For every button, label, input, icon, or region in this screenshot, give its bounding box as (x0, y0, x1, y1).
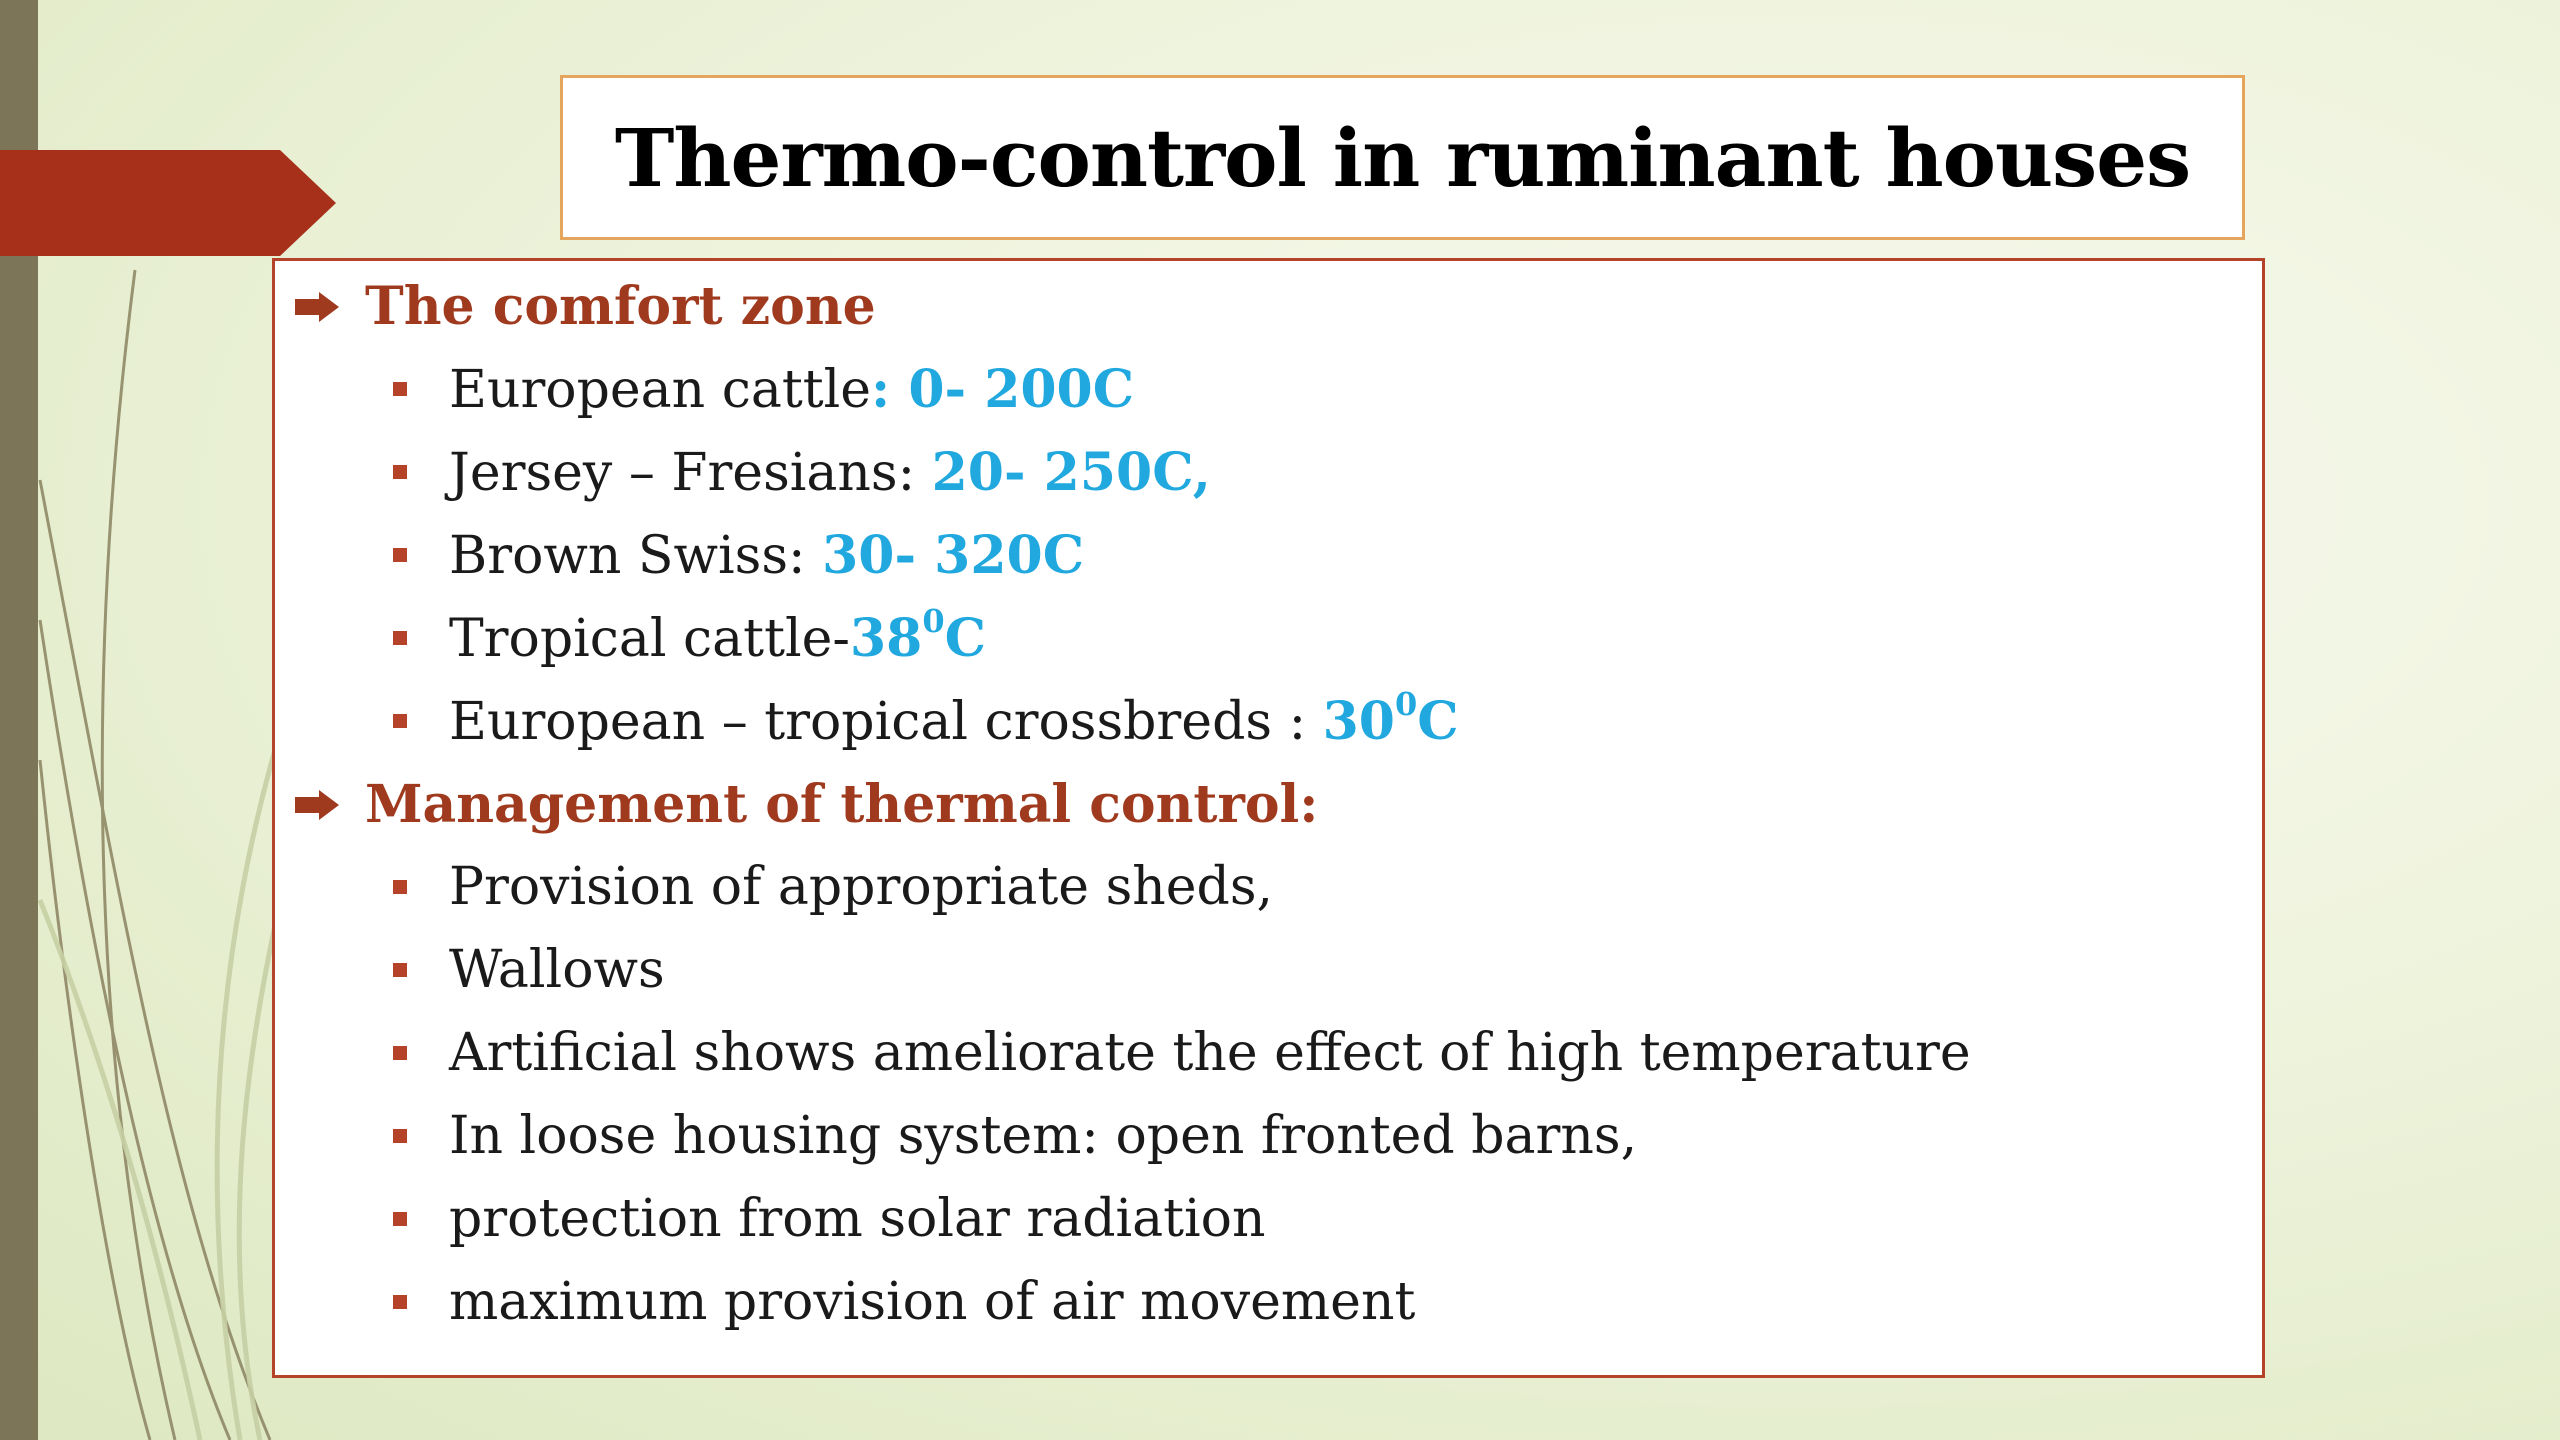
arrow-bullet-icon (295, 265, 339, 348)
list-item (275, 431, 2262, 514)
square-bullet-icon (393, 382, 407, 396)
item-text: maximum provision of air movement (449, 1272, 1416, 1332)
item-highlight: 20- 250C, (931, 442, 1211, 503)
square-bullet-icon (393, 1295, 407, 1309)
list-item (275, 680, 2262, 763)
list-item (275, 1012, 2262, 1095)
highlight-value: 38 (849, 608, 923, 669)
list-item (275, 1095, 2262, 1178)
list-item (275, 514, 2262, 597)
section-heading-management (275, 763, 2262, 846)
highlight-value: 30 (1322, 691, 1395, 752)
item-text: In loose housing system: open fronted barns, (449, 1106, 1638, 1166)
square-bullet-icon (393, 1212, 407, 1226)
accent-arrow-shape (0, 150, 336, 256)
square-bullet-icon (393, 1129, 407, 1143)
highlight-suffix: C (1417, 691, 1459, 752)
item-highlight: 30- 320C (822, 525, 1085, 586)
highlight-suffix: C (944, 608, 986, 669)
list-item (275, 597, 2262, 680)
item-text: Tropical cattle- (449, 609, 850, 669)
square-bullet-icon (393, 548, 407, 562)
square-bullet-icon (393, 465, 407, 479)
square-bullet-icon (393, 631, 407, 645)
superscript: 0 (1395, 685, 1418, 723)
arrow-bullet-icon (295, 763, 339, 846)
list-item (275, 348, 2262, 431)
item-text: Provision of appropriate sheds, (449, 857, 1274, 917)
slide-title: Thermo-control in ruminant houses (614, 110, 2191, 205)
content-box (272, 258, 2265, 1378)
section-heading-text: Management of thermal control: (365, 774, 1319, 835)
square-bullet-icon (393, 1046, 407, 1060)
list-item (275, 846, 2262, 929)
square-bullet-icon (393, 963, 407, 977)
item-highlight (849, 602, 986, 669)
square-bullet-icon (393, 714, 407, 728)
section-heading-comfort-zone (275, 265, 2262, 348)
item-text: protection from solar radiation (449, 1189, 1266, 1249)
item-text: European cattle (449, 360, 872, 420)
list-item (275, 929, 2262, 1012)
title-box (560, 75, 2245, 240)
item-text: Artificial shows ameliorate the effect of high temperature (449, 1023, 1971, 1083)
section-heading-text: The comfort zone (365, 276, 876, 337)
item-text: Brown Swiss: (449, 526, 823, 586)
item-text: Jersey – Fresians: (449, 443, 932, 503)
item-highlight (1322, 685, 1459, 752)
list-item (275, 1261, 2262, 1344)
square-bullet-icon (393, 880, 407, 894)
item-highlight: : 0- 200C (871, 359, 1135, 420)
item-text: European – tropical crossbreds : (449, 692, 1323, 752)
superscript: 0 (922, 602, 945, 640)
list-item (275, 1178, 2262, 1261)
item-text: Wallows (449, 940, 665, 1000)
